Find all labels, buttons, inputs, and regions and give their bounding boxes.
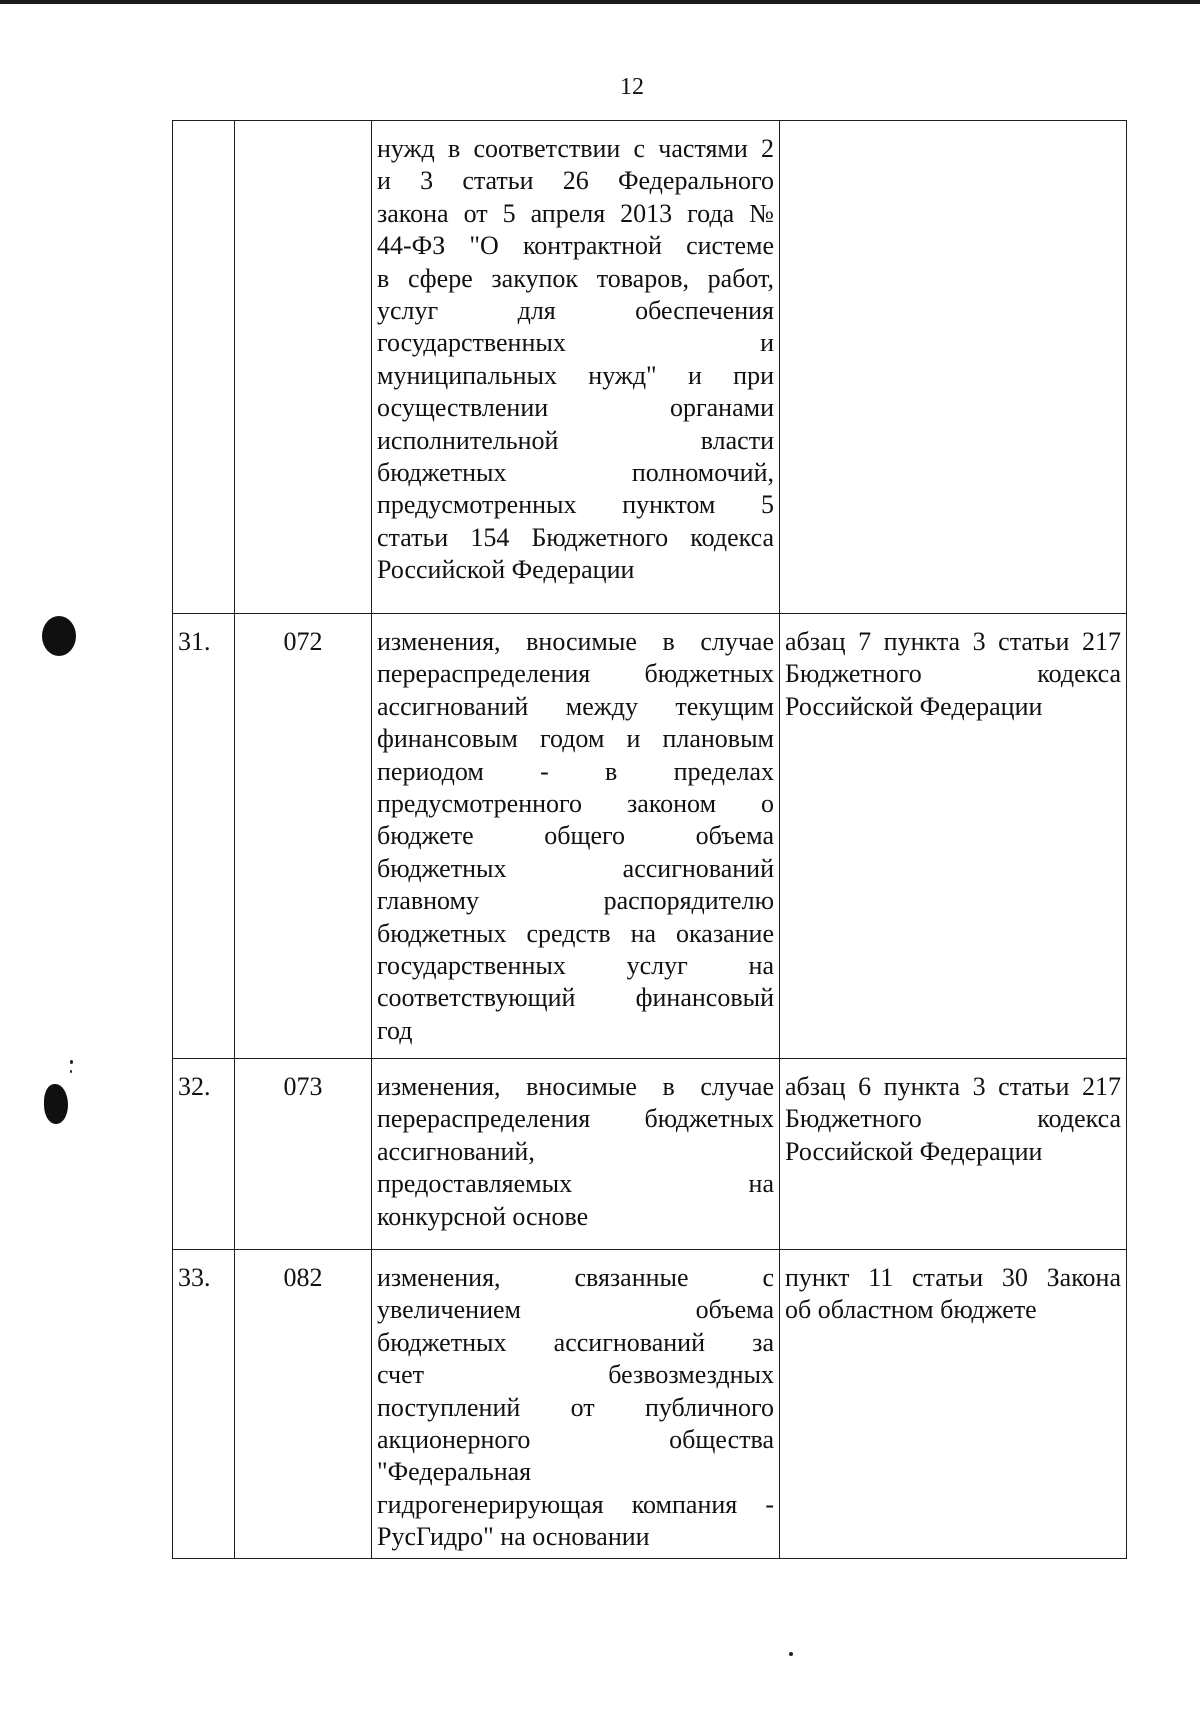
- description-cell: [372, 1250, 780, 1559]
- cell-text-line: гидрогенерирующая компания -: [377, 1489, 774, 1519]
- cell-text-line: бюджетных средств на оказание: [377, 918, 774, 948]
- cell-text-line: конкурсной основе: [377, 1201, 589, 1231]
- cell-text-line: изменения, вносимые в случае: [377, 627, 774, 656]
- cell-text-line: абзац 6 пункта 3 статьи 217: [785, 1072, 1121, 1101]
- cell-text-line: год: [377, 1015, 413, 1045]
- cell-text-line: счет безвозмездных: [377, 1360, 774, 1390]
- cell-text-line: статьи 154 Бюджетного кодекса: [377, 522, 774, 552]
- table-row: [173, 614, 1127, 1059]
- cell-text-line: главному распорядителю: [377, 886, 774, 916]
- cell-text-line: пункт 11 статьи 30 Закона: [785, 1263, 1121, 1292]
- cell-text-line: периодом - в пределах: [377, 756, 774, 786]
- cell-text-line: и 3 статьи 26 Федерального: [377, 166, 774, 196]
- cell-text-line: перераспределения бюджетных: [377, 659, 774, 689]
- cell-text-line: соответствующий финансовый: [377, 983, 774, 1013]
- description-cell: [372, 1059, 780, 1250]
- cell-text-line: акционерного общества: [377, 1425, 774, 1455]
- cell-text-line: изменения, вносимые в случае: [377, 1072, 774, 1101]
- cell-text-line: перераспределения бюджетных: [377, 1104, 774, 1134]
- row-number-cell: [173, 121, 235, 614]
- cell-text-line: Российской Федерации: [377, 555, 635, 585]
- cell-text-line: предусмотренного законом о: [377, 789, 774, 819]
- cell-text-line: Бюджетного кодекса: [785, 659, 1121, 689]
- row-number-cell: 32.: [173, 1059, 235, 1250]
- legal-basis-cell: [780, 121, 1127, 614]
- scan-speck: [70, 1060, 73, 1064]
- cell-text-line: об областном бюджете: [785, 1295, 1037, 1325]
- legal-basis-cell: [780, 614, 1127, 1059]
- description-cell: [372, 121, 780, 614]
- cell-text-line: государственных услуг на: [377, 951, 774, 981]
- cell-text-line: увеличением объема: [377, 1295, 774, 1325]
- cell-text-line: государственных и: [377, 328, 774, 358]
- hole-punch-mark: [42, 616, 76, 656]
- cell-text-line: абзац 7 пункта 3 статьи 217: [785, 627, 1121, 656]
- cell-text-line: Бюджетного кодекса: [785, 1104, 1121, 1134]
- cell-text-line: бюджете общего объема: [377, 821, 774, 851]
- cell-text-line: РусГидро" на основании: [377, 1522, 650, 1552]
- amendments-table: [172, 120, 1127, 1559]
- table-row: [173, 1250, 1127, 1559]
- cell-text-line: исполнительной власти: [377, 425, 774, 455]
- page-number: 12: [620, 74, 644, 100]
- row-number-cell: 33.: [173, 1250, 235, 1559]
- code-cell: 073: [235, 1059, 372, 1250]
- code-cell: 072: [235, 614, 372, 1059]
- row-number-cell: 31.: [173, 614, 235, 1059]
- cell-text-line: бюджетных полномочий,: [377, 458, 774, 488]
- cell-text-line: ассигнований между текущим: [377, 691, 774, 721]
- table-row: [173, 1059, 1127, 1250]
- cell-text-line: закона от 5 апреля 2013 года №: [377, 198, 774, 228]
- table-row: [173, 121, 1127, 614]
- cell-text-line: бюджетных ассигнований: [377, 853, 774, 883]
- cell-text-line: поступлений от публичного: [377, 1392, 774, 1422]
- code-cell: [235, 121, 372, 614]
- description-cell: [372, 614, 780, 1059]
- ink-blot-mark: [44, 1084, 68, 1124]
- cell-text-line: предусмотренных пунктом 5: [377, 490, 774, 520]
- cell-text-line: ассигнований,: [377, 1136, 535, 1166]
- cell-text-line: муниципальных нужд" и при: [377, 360, 774, 390]
- cell-text-line: в сфере закупок товаров, работ,: [377, 263, 774, 293]
- cell-text-line: Российской Федерации: [785, 691, 1043, 721]
- cell-text-line: бюджетных ассигнований за: [377, 1327, 774, 1357]
- scan-speck: [70, 1070, 72, 1073]
- scan-edge-line: [0, 0, 1200, 4]
- cell-text-line: "Федеральная: [377, 1457, 532, 1487]
- legal-basis-cell: [780, 1250, 1127, 1559]
- cell-text-line: предоставляемых на: [377, 1169, 774, 1199]
- cell-text-line: осуществлении органами: [377, 393, 774, 423]
- code-cell: 082: [235, 1250, 372, 1559]
- scan-speck: [789, 1652, 793, 1656]
- cell-text-line: нужд в соответствии с частями 2: [377, 134, 774, 163]
- cell-text-line: услуг для обеспечения: [377, 296, 774, 326]
- cell-text-line: изменения, связанные с: [377, 1263, 774, 1292]
- legal-basis-cell: [780, 1059, 1127, 1250]
- cell-text-line: Российской Федерации: [785, 1136, 1043, 1166]
- cell-text-line: финансовым годом и плановым: [377, 724, 774, 754]
- cell-text-line: 44-ФЗ "О контрактной системе: [377, 231, 774, 261]
